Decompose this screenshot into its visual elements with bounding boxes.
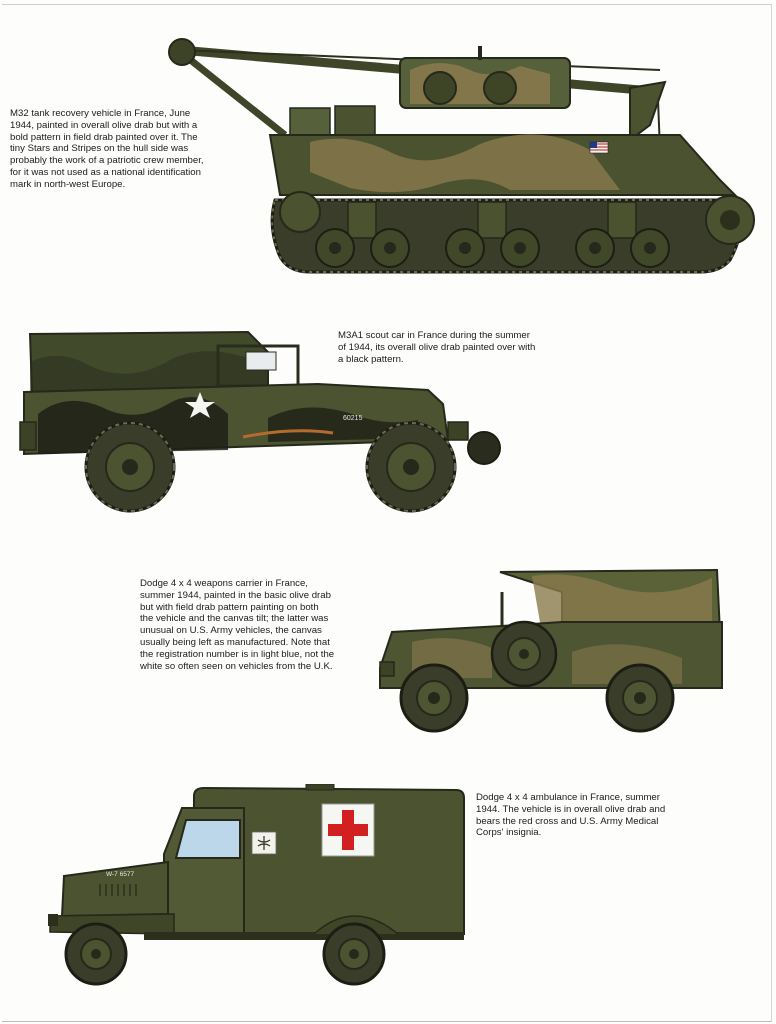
sprocket-spare: [484, 72, 516, 104]
bumper: [380, 662, 394, 676]
bogie: [348, 202, 376, 238]
caption-m32: M32 tank recovery vehicle in France, June 1944, painted in overall olive drab but with a bold pattern in field drab painted over it. The tiny Stars and Stripes on the hull side was probably the work of a patriotic crew member, for it was not used as a national identification mark in north-west Europe.: [10, 108, 204, 190]
registration-number: W-7 6577: [106, 871, 135, 878]
bogie: [478, 202, 506, 238]
equipment-box: [335, 106, 375, 136]
bogie: [608, 202, 636, 238]
front-roller: [468, 432, 500, 464]
windshield-glass: [246, 352, 276, 370]
running-board: [144, 932, 464, 940]
caption-m3a1: M3A1 scout car in France during the summer of 1944, its overall olive drab painted over with a black pattern.: [338, 330, 536, 365]
dodge-weapons-carrier-illustration: [372, 562, 732, 742]
roof-vent: [306, 784, 334, 790]
mast: [478, 46, 482, 60]
m32-recovery-vehicle-illustration: [160, 30, 760, 285]
m3a1-scout-car-illustration: [18, 322, 508, 522]
caption-dodge-ambulance: Dodge 4 x 4 ambulance in France, summer 1944. The vehicle is in overall olive drab and bears the red cross and U.S. Army Medical Corps' insignia.: [476, 792, 666, 839]
sprocket-spare: [424, 72, 456, 104]
idler-wheel: [280, 192, 320, 232]
registration-number: 60215: [343, 415, 363, 422]
dodge-ambulance-illustration: [44, 784, 474, 990]
flag-canton: [590, 142, 597, 148]
equipment-box: [290, 108, 330, 136]
crane-strut: [188, 58, 285, 135]
bumper: [48, 914, 58, 926]
cab-window: [176, 820, 240, 858]
caption-dodge-weapons-carrier: Dodge 4 x 4 weapons carrier in France, summer 1944, painted in the basic olive drab but with field drab pattern painting on both the vehicle and the canvas tilt; the latter was unusual on U.S. Army vehicles, the canvas usually being left as manufactured. Note that the registration number is in light blue, not the white so often seen on vehicles from the U.K.: [140, 578, 335, 672]
crane-pulley: [169, 39, 195, 65]
